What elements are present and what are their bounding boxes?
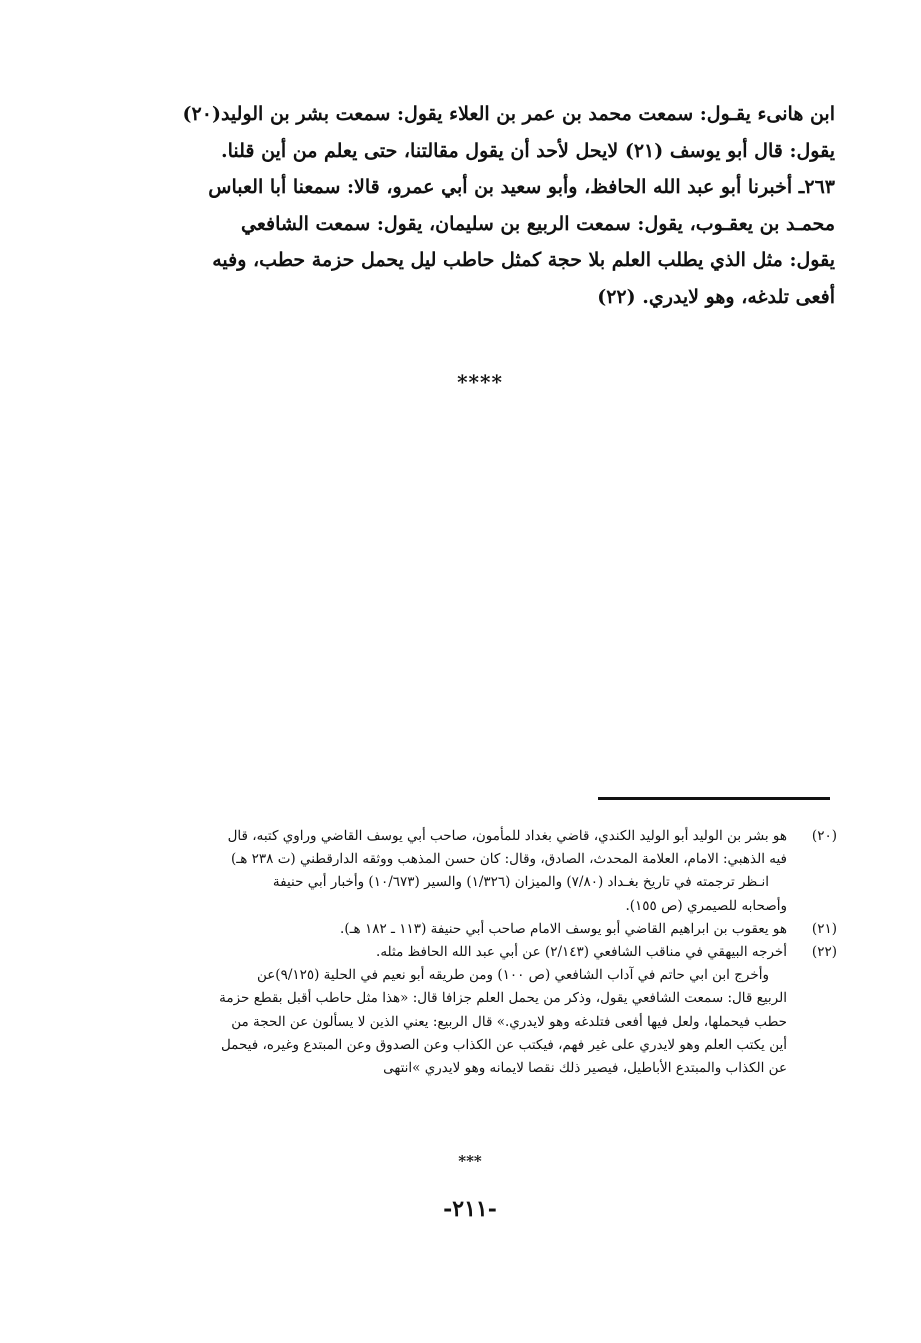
footnote-line: وأصحابه للصيمري (ص ١٥٥).	[625, 897, 787, 914]
main-text-line: أفعى تلدغه، وهو لايدري. (٢٢)	[597, 285, 835, 308]
footnote-line: هو بشر بن الوليد أبو الوليد الكندي، قاضي بغداد للمأمون، صاحب أبي يوسف القاضي وراوي كتبه، قال	[227, 828, 787, 844]
footnote-22	[125, 941, 837, 964]
main-text-line: محمـد بن يعقـوب، يقول: سمعت الربيع بن سليمان، يقول: سمعت الشافعي	[241, 212, 835, 235]
footnote-line: هو يعقوب بن ابراهيم القاضي أبو يوسف الامام صاحب أبي حنيفة (١١٣ ـ ١٨٢ هـ).	[340, 920, 787, 937]
footnote-22-continuation	[125, 964, 837, 1080]
footnote-rule	[598, 797, 830, 800]
main-text-line: ابن هانىء يقـول: سمعت محمد بن عمر بن العلاء يقول: سمعت بشر بن الوليد(٢٠)	[182, 103, 835, 125]
footnote-number: (٢١)	[811, 920, 837, 937]
section-separator: ****	[457, 370, 503, 394]
main-text-line: ٢٦٣ـ أخبرنا أبو عبد الله الحافظ، وأبو سعيد بن أبي عمرو، قالا: سمعنا أبا العباس	[208, 176, 835, 198]
footnote-number: (٢٠)	[811, 828, 837, 844]
footnote-line: عن الكذاب والمبتدع الأباطيل، فيصير ذلك نقصا لايمانه وهو لايدري »انتهى	[383, 1060, 787, 1077]
page-number: -٢١١-	[443, 1196, 497, 1222]
footnote-line: الربيع قال: سمعت الشافعي يقول، وذكر من يحمل العلم جزافا قال: «هذا مثل حاطب أقبل بقطع حزمة	[219, 990, 787, 1007]
footnote-line: أخرجه البيهقي في مناقب الشافعي (٢/١٤٣) عن أبي عبد الله الحافظ مثله.	[376, 944, 787, 961]
footnote-line: حطب فيحملها، ولعل فيها أفعى فتلدغه وهو لايدري.» قال الربيع: يعني الذين لا يسألون عن الحجة من	[231, 1013, 787, 1030]
footnote-line: أين يكتب العلم وهو لايدري على غير فهم، فيكتب عن الكذاب وعن الصدوق وعن المبتدع وغيره، فيحمل	[220, 1036, 787, 1053]
main-text	[125, 96, 835, 315]
footnote-line: انـظر ترجمته في تاريخ بغـداد (٧/٨٠) والميزان (١/٣٢٦) والسير (١٠/٦٧٣) وأخبار أبي حنيفة	[272, 874, 769, 891]
footnote-separator: ***	[458, 1152, 482, 1170]
footnotes	[125, 825, 837, 1080]
footnote-20	[125, 825, 837, 918]
footnote-number: (٢٢)	[811, 944, 837, 961]
footnote-21	[125, 918, 837, 941]
footnote-line: فيه الذهبي: الامام، العلامة المحدث، الصادق، وقال: كان حسن المذهب ووثقه الدارقطني (ت ٢٣٨ هـ)	[231, 851, 787, 868]
main-text-line: يقول: قال أبو يوسف (٢١) لايحل لأحد أن يقول مقالتنا، حتى يعلم من أين قلنا.	[220, 139, 835, 162]
main-text-line: يقول: مثل الذي يطلب العلم بلا حجة كمثل حاطب ليل يحمل حزمة حطب، وفيه	[212, 249, 835, 271]
footnote-line: وأخرج ابن ابي حاتم في آداب الشافعي (ص ١٠٠) ومن طريقه أبو نعيم في الحلية (٩/١٢٥)عن	[256, 967, 769, 984]
